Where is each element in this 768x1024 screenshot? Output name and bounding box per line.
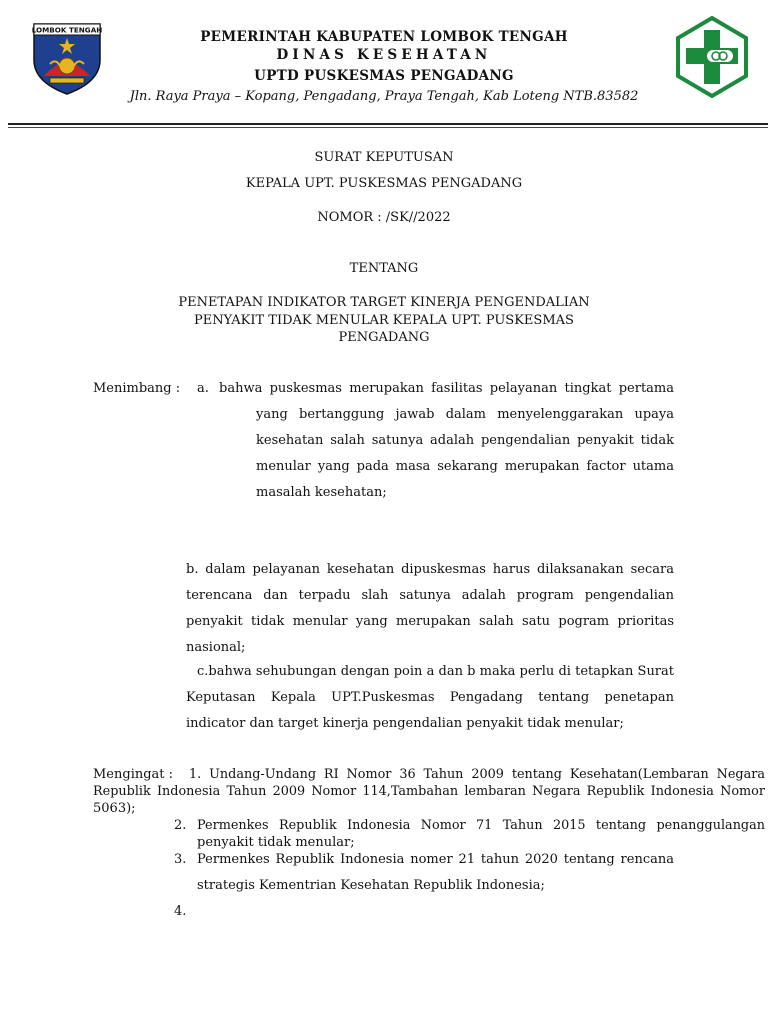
title-nomor: NOMOR : /SK//2022 — [317, 210, 451, 225]
mengingat-1-line-1: 1. Undang-Undang RI Nomor 36 Tahun 2009 tentang Kesehatan(Lembaran Negara — [189, 767, 765, 782]
emblem-caption: LOMBOK TENGAH — [31, 25, 103, 35]
mengingat-3-line-1: Permenkes Republik Indonesia nomer 21 tahun 2020 tentang rencana — [197, 852, 674, 867]
header-uptd: UPTD PUSKESMAS PENGADANG — [254, 68, 514, 84]
menimbang-a-line-3: kesehatan salah satunya adalah pengendalian penyakit tidak — [256, 433, 674, 448]
menimbang-b-line-2: terencana dan terpadu slah satunya adalah program pengendalian — [186, 588, 674, 603]
mengingat-label: Mengingat : — [93, 767, 174, 782]
menimbang-b-line-4: nasional; — [186, 640, 246, 655]
mengingat-3-marker: 3. — [174, 852, 187, 867]
title-tentang: TENTANG — [349, 261, 419, 276]
menimbang-c-line-2: Keputasan Kepala UPT.Puskesmas Pengadang tentang penetapan — [186, 690, 674, 705]
header-address: Jln. Raya Praya – Kopang, Pengadang, Praya Tengah, Kab Loteng NTB.83582 — [129, 89, 639, 104]
mengingat-2-line-2: penyakit tidak menular; — [197, 835, 355, 850]
header-rule-thick — [8, 123, 768, 125]
header-department: DINAS KESEHATAN — [276, 47, 492, 63]
menimbang-a-line-1: bahwa puskesmas merupakan fasilitas pelayanan tingkat pertama — [219, 381, 674, 396]
title-kepala: KEPALA UPT. PUSKESMAS PENGADANG — [245, 176, 523, 191]
menimbang-b-line-1: b. dalam pelayanan kesehatan dipuskesmas harus dilaksanakan secara — [186, 562, 674, 577]
menimbang-a-line-4: menular yang pada masa sekarang merupakan factor utama — [256, 459, 674, 474]
mengingat-4-marker: 4. — [174, 904, 187, 919]
mengingat-1-line-3: 5063); — [93, 801, 136, 816]
mengingat-3-line-2: strategis Kementrian Kesehatan Republik Indonesia; — [197, 878, 545, 893]
menimbang-label: Menimbang : — [93, 381, 181, 396]
mengingat-2-line-1: Permenkes Republik Indonesia Nomor 71 Tahun 2015 tentang penanggulangan — [197, 818, 765, 833]
puskesmas-logo — [676, 16, 748, 98]
menimbang-a-line-5: masalah kesehatan; — [256, 485, 387, 500]
subject-line-1: PENETAPAN INDIKATOR TARGET KINERJA PENGENDALIAN — [178, 295, 590, 310]
header-rule-thin — [8, 127, 768, 128]
title-surat-keputusan: SURAT KEPUTUSAN — [314, 150, 454, 165]
mengingat-2-marker: 2. — [174, 818, 187, 833]
subject-line-2: PENYAKIT TIDAK MENULAR KEPALA UPT. PUSKESMAS — [194, 313, 574, 328]
subject-line-3: PENGADANG — [338, 330, 430, 345]
menimbang-b-line-3: penyakit tidak menular yang merupakan salah satu pogram prioritas — [186, 614, 674, 629]
mengingat-1-line-2: Republik Indonesia Tahun 2009 Nomor 114,Tambahan lembaran Negara Republik Indonesia Nomor — [93, 784, 765, 799]
menimbang-a-line-2: yang bertanggung jawab dalam menyelenggarakan upaya — [256, 407, 674, 422]
menimbang-c-line-3: indicator dan target kinerja pengendalian penyakit tidak menular; — [186, 716, 624, 731]
lombok-tengah-emblem — [30, 20, 104, 96]
menimbang-c-line-1: c.bahwa sehubungan dengan poin a dan b maka perlu di tetapkan Surat — [197, 664, 674, 679]
menimbang-a-marker: a. — [197, 381, 209, 396]
header-government: PEMERINTAH KABUPATEN LOMBOK TENGAH — [200, 29, 568, 45]
